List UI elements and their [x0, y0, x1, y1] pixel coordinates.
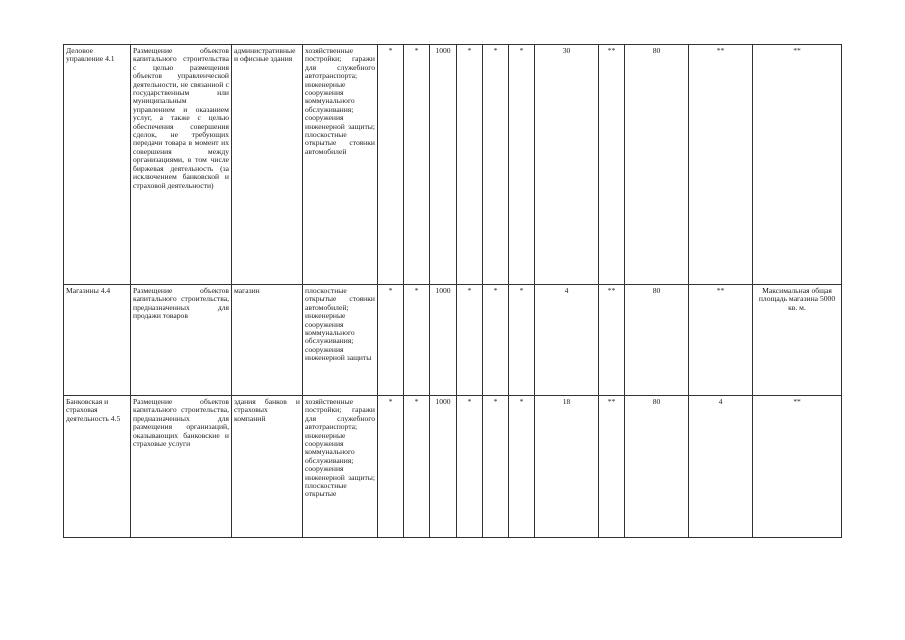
param-cell: * — [404, 396, 430, 538]
param-cell: ** — [599, 45, 625, 285]
auxiliary-use-cell: хозяйственные постройки; гаражи для служебного автотранспорта; инженерные сооружения коммунального обслуживания; сооружения инженерной защиты; плоскостные открытые — [303, 396, 378, 538]
table-row — [64, 396, 842, 538]
param-cell: * — [483, 285, 509, 396]
land-use-description-cell: Размещение объектов капитального строительства, предназначенных для размещения организаций, оказывающих банковские и страховые услуги — [131, 396, 232, 538]
param-cell: 1000 — [430, 285, 457, 396]
param-cell: * — [483, 45, 509, 285]
main-object-cell: административные и офисные здания — [232, 45, 303, 285]
param-cell: * — [509, 45, 535, 285]
param-cell: 80 — [625, 285, 689, 396]
param-cell: * — [378, 396, 404, 538]
zoning-regulations-table — [63, 44, 842, 538]
param-cell: 4 — [535, 285, 599, 396]
param-cell: ** — [689, 285, 753, 396]
param-cell: * — [457, 45, 483, 285]
param-cell: 80 — [625, 396, 689, 538]
note-cell: ** — [753, 45, 842, 285]
note-cell: ** — [753, 396, 842, 538]
param-cell: ** — [599, 396, 625, 538]
param-cell: ** — [689, 45, 753, 285]
param-cell: * — [404, 45, 430, 285]
param-cell: ** — [599, 285, 625, 396]
land-use-name-cell: Банковская и страховая деятельность 4.5 — [64, 396, 131, 538]
param-cell: 80 — [625, 45, 689, 285]
auxiliary-use-cell: плоскостные открытые стоянки автомобилей; инженерные сооружения коммунального обслуживания; сооружения инженерной защиты — [303, 285, 378, 396]
param-cell: 4 — [689, 396, 753, 538]
param-cell: 1000 — [430, 396, 457, 538]
param-cell: * — [457, 285, 483, 396]
main-object-cell: здания банков и страховых компаний — [232, 396, 303, 538]
param-cell: * — [483, 396, 509, 538]
param-cell: * — [404, 285, 430, 396]
param-cell: 1000 — [430, 45, 457, 285]
param-cell: * — [509, 396, 535, 538]
param-cell: * — [378, 285, 404, 396]
table-row — [64, 45, 842, 285]
land-use-description-cell: Размещение объектов капитального строительства, предназначенных для продажи товаров — [131, 285, 232, 396]
table-row — [64, 285, 842, 396]
note-cell: Максимальная общая площадь магазина 5000 кв. м. — [753, 285, 842, 396]
main-object-cell: магазин — [232, 285, 303, 396]
param-cell: * — [509, 285, 535, 396]
param-cell: 18 — [535, 396, 599, 538]
param-cell: 30 — [535, 45, 599, 285]
param-cell: * — [378, 45, 404, 285]
land-use-name-cell: Деловое управление 4.1 — [64, 45, 131, 285]
auxiliary-use-cell: хозяйственные постройки; гаражи для служебного автотранспорта; инженерные сооружения коммунального обслуживания; сооружения инженерной защиты; плоскостные открытые стоянки автомобилей — [303, 45, 378, 285]
land-use-description-cell: Размещение объектов капитального строительства с целью размещения объектов управленческой деятельности, не связанной с государственным или муниципальным управлением и оказанием услуг, а также с целью обеспечения совершения сделок, не требующих передачи товара в момент их совершения между организациями, в том числе биржевая деятельность (за исключением банковской и страховой деятельности) — [131, 45, 232, 285]
land-use-name-cell: Магазины 4.4 — [64, 285, 131, 396]
param-cell: * — [457, 396, 483, 538]
